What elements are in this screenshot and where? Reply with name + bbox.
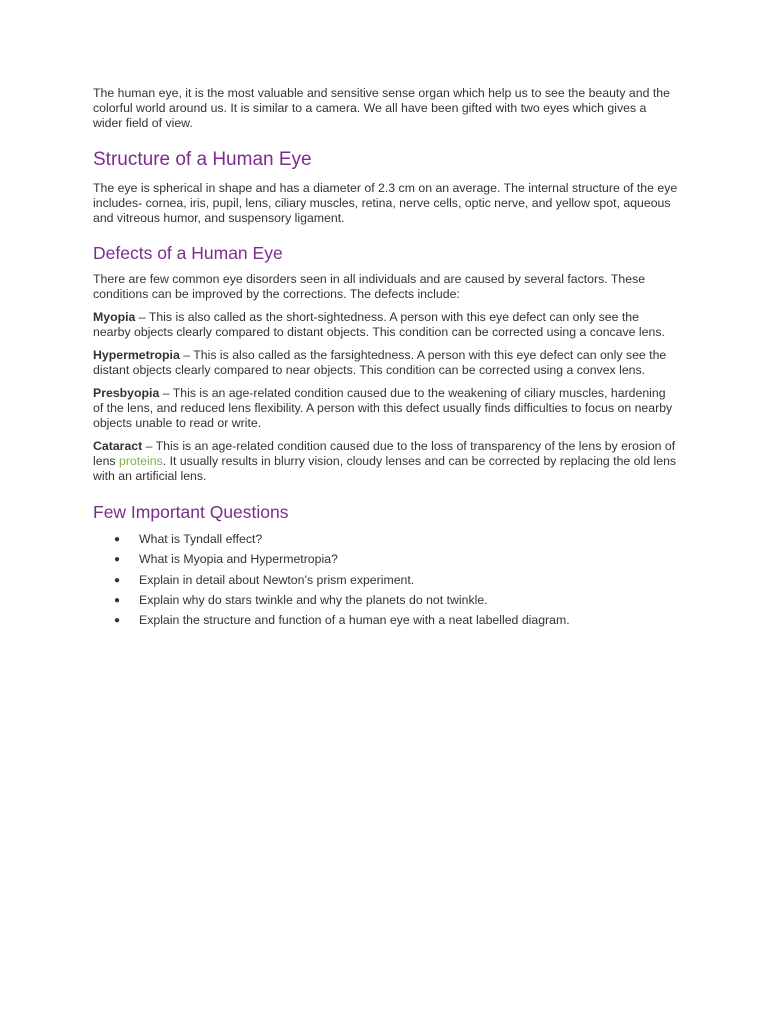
bullet-icon: ●	[114, 615, 121, 627]
defect-presbyopia	[93, 386, 678, 431]
defect-myopia	[93, 310, 678, 340]
proteins-link[interactable]: proteins	[118, 454, 163, 468]
defect-description-end: . It usually results in blurry vision, cloudy lenses and can be corrected by replacing the old lens with an artificial lens.	[93, 454, 677, 483]
bullet-icon: ●	[114, 574, 121, 586]
list-item	[93, 552, 678, 567]
questions-heading: Few Important Questions	[93, 502, 289, 522]
list-item	[93, 573, 678, 588]
defects-heading: Defects of a Human Eye	[93, 243, 283, 263]
bullet-icon: ●	[114, 594, 121, 606]
question-text: What is Myopia and Hypermetropia?	[139, 552, 338, 567]
question-text: What is Tyndall effect?	[139, 532, 263, 546]
defect-term: Myopia	[93, 310, 136, 324]
question-text: Explain why do stars twinkle and why the planets do not twinkle.	[139, 592, 488, 607]
structure-heading: Structure of a Human Eye	[93, 149, 312, 170]
defect-description: – This is also called as the farsightedness. A person with this eye defect can only see the distant objects clearly compared to near objects. This condition can be corrected using a convex lens.	[93, 348, 667, 377]
defect-description: – This is an age-related condition caused due to the weakening of ciliary muscles, hardening of the lens, and reduced lens flexibility. A person with this defect usually finds difficulties to focus on nearby objects unable to read or write.	[93, 386, 673, 430]
defect-term: Presbyopia	[93, 386, 160, 400]
defect-description: – This is also called as the short-sightedness. A person with this eye defect can only see the nearby objects clearly compared to distant objects. This condition can be corrected using a concave lens.	[93, 310, 665, 339]
intro-paragraph: The human eye, it is the most valuable and sensitive sense organ which help us to see the beauty and the colorful world around us. It is similar to a camera. We all have been gifted with two eyes which gives a wider field of view.	[93, 86, 670, 130]
question-text: Explain the structure and function of a human eye with a neat labelled diagram.	[139, 613, 570, 628]
bullet-icon: ●	[114, 534, 121, 545]
defect-term: Cataract	[93, 439, 143, 453]
bullet-icon: ●	[114, 554, 121, 566]
structure-paragraph: The eye is spherical in shape and has a diameter of 2.3 cm on an average. The internal structure of the eye includes- cornea, iris, pupil, lens, ciliary muscles, retina, nerve cells, optic nerve, and yellow spot, aqueous and vitreous humor, and suspensory ligament.	[93, 181, 678, 225]
defect-description: – This is an age-related condition caused due to the loss of transparency of the lens by erosion of lens	[93, 439, 676, 468]
list-item	[93, 532, 678, 547]
defect-term: Hypermetropia	[93, 348, 180, 362]
question-text: Explain in detail about Newton’s prism experiment.	[139, 572, 415, 587]
list-item	[93, 613, 678, 628]
defect-hypermetropia	[93, 348, 678, 378]
questions-list	[93, 532, 678, 628]
defect-cataract	[93, 439, 678, 484]
defects-intro-paragraph: There are few common eye disorders seen in all individuals and are caused by several factors. These conditions can be improved by the corrections. The defects include:	[93, 272, 646, 301]
list-item	[93, 593, 678, 608]
